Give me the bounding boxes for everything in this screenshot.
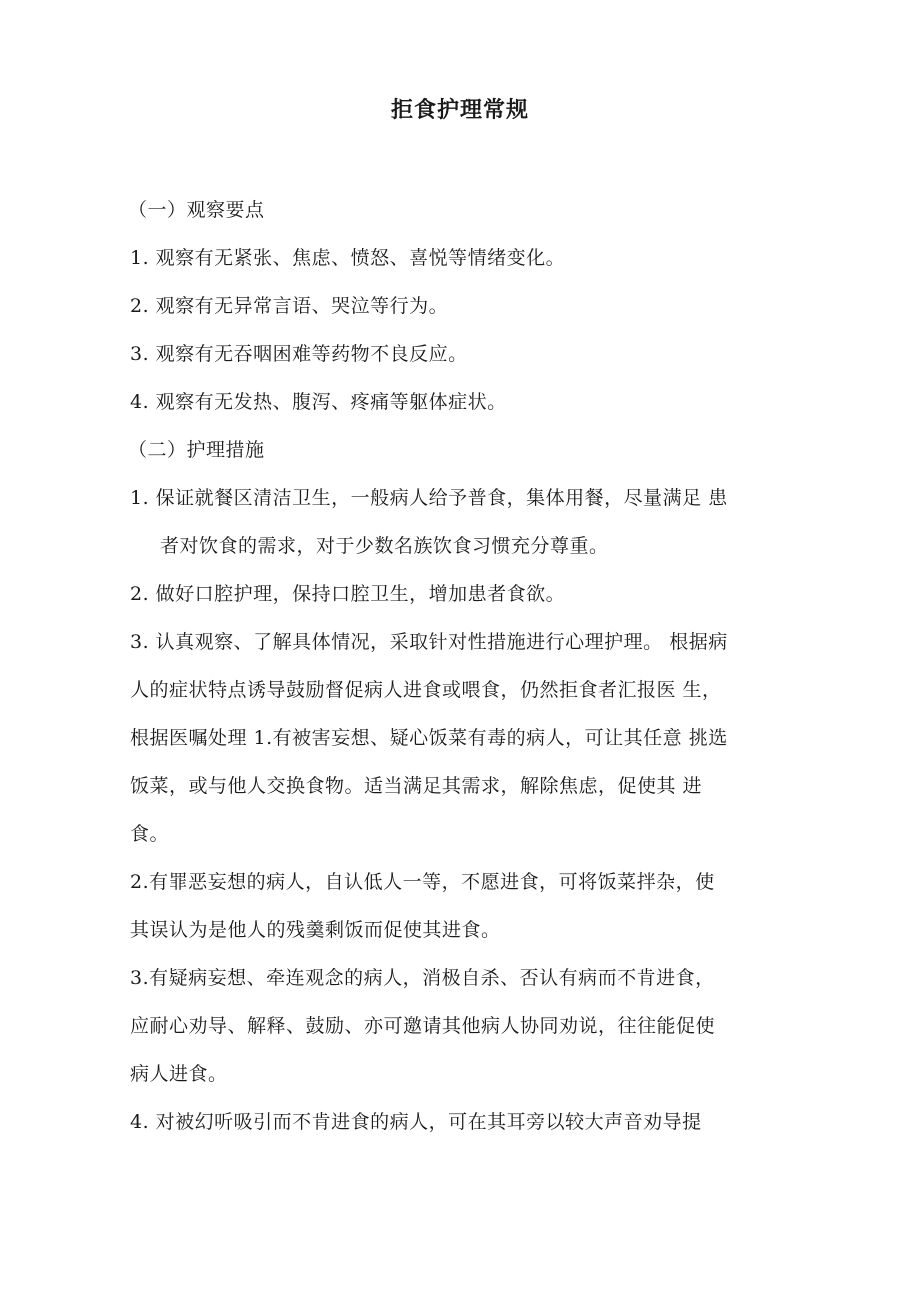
nursing-line: 2. 做好口腔护理，保持口腔卫生，增加患者食欲。 [130, 583, 566, 605]
observation-item-3: 3. 观察有无吞咽困难等药物不良反应。 [130, 343, 468, 365]
nursing-line: 2.有罪恶妄想的病人，自认低人一等，不愿进食，可将饭菜拌杂，使 [130, 871, 715, 893]
nursing-line: 根据医嘱处理 1.有被害妄想、疑心饭菜有毒的病人，可让其任意 挑选 [130, 727, 728, 749]
nursing-line: 4. 对被幻听吸引而不肯进食的病人，可在其耳旁以较大声音劝导提 [130, 1111, 702, 1133]
observation-item-1: 1. 观察有无紧张、焦虑、愤怒、喜悦等情绪变化。 [130, 247, 566, 269]
nursing-line: 1. 保证就餐区清洁卫生，一般病人给予普食，集体用餐，尽量满足 患 [130, 487, 728, 509]
observation-item-4: 4. 观察有无发热、腹泻、疼痛等躯体症状。 [130, 391, 507, 413]
nursing-line: 人的症状特点诱导鼓励督促病人进食或喂食，仍然拒食者汇报医 生， [130, 679, 722, 701]
section-heading-observation: （一）观察要点 [128, 199, 265, 221]
page-title: 拒食护理常规 [390, 98, 529, 123]
nursing-line: 病人进食。 [130, 1063, 228, 1085]
nursing-line: 食。 [130, 823, 170, 845]
observation-item-2: 2. 观察有无异常言语、哭泣等行为。 [130, 295, 449, 317]
nursing-line: 应耐心劝导、解释、鼓励、亦可邀请其他病人协同劝说，往往能促使 [130, 1015, 716, 1037]
nursing-line: 饭菜，或与他人交换食物。适当满足其需求，解除焦虑，促使其 进 [130, 775, 703, 797]
nursing-line: 者对饮食的需求，对于少数名族饮食习惯充分尊重。 [160, 535, 609, 557]
section-heading-nursing: （二）护理措施 [128, 439, 265, 461]
nursing-line: 3. 认真观察、了解具体情况，采取针对性措施进行心理护理。 根据病 [130, 631, 728, 653]
nursing-line: 其误认为是他人的残羹剩饭而促使其进食。 [130, 919, 501, 941]
nursing-line: 3.有疑病妄想、牵连观念的病人，消极自杀、否认有病而不肯进食， [130, 967, 715, 989]
